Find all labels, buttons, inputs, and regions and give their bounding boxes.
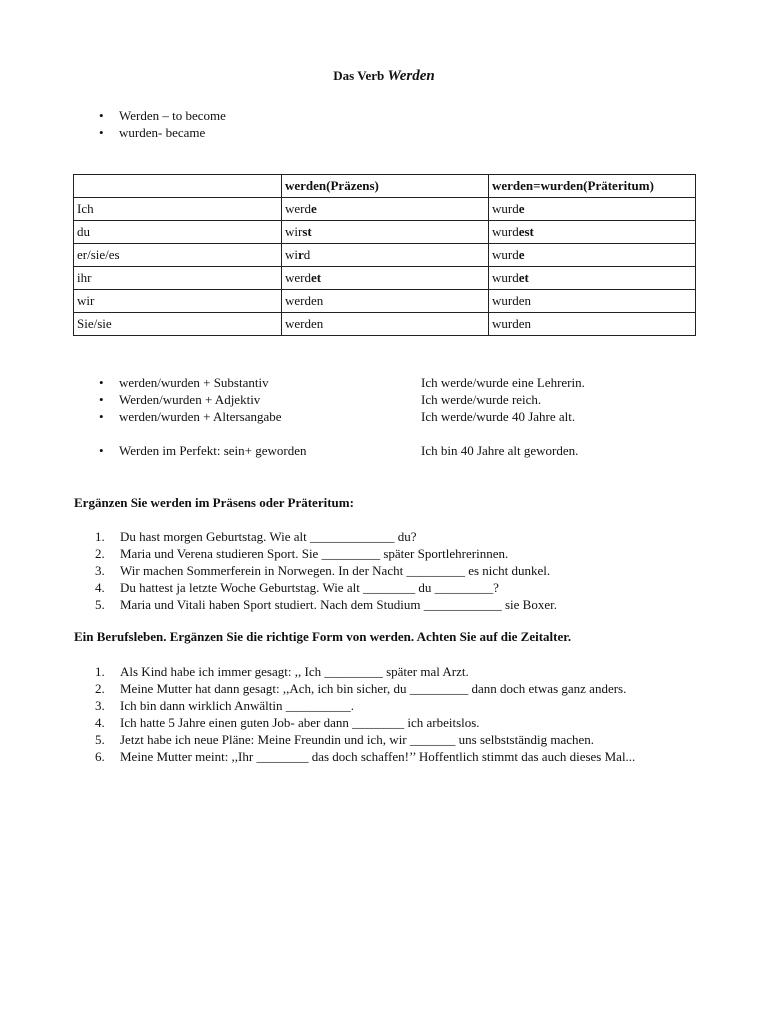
item-text: Du hattest ja letzte Woche Geburtstag. Wie alt ________ du _________? bbox=[120, 580, 499, 595]
pronoun-cell: Sie/sie bbox=[74, 313, 282, 336]
rule-text: werden/wurden + Substantiv bbox=[119, 375, 269, 390]
item-text: Maria und Verena studieren Sport. Sie _________ später Sportlehrerinnen. bbox=[120, 546, 509, 561]
ending: e bbox=[518, 247, 525, 262]
item-number: 2. bbox=[95, 681, 105, 696]
list-item bbox=[95, 663, 685, 680]
table-header-row bbox=[74, 175, 696, 198]
rule-text: Werden/wurden + Adjektiv bbox=[119, 392, 261, 407]
ending: e bbox=[518, 201, 525, 216]
past-cell: wurden bbox=[489, 313, 696, 336]
list-item: • wurden- became bbox=[95, 124, 226, 141]
ending: est bbox=[518, 224, 534, 239]
present-cell: werden bbox=[282, 290, 489, 313]
item-text: Ich hatte 5 Jahre einen guten Job- aber dann ________ ich arbeitslos. bbox=[120, 715, 480, 730]
usage-rules-list bbox=[95, 374, 695, 459]
past-cell bbox=[489, 198, 696, 221]
ending: r bbox=[298, 247, 304, 262]
rule-example: Ich werde/wurde 40 Jahre alt. bbox=[421, 409, 576, 424]
stem: wurd bbox=[492, 247, 519, 262]
list-item bbox=[95, 680, 685, 697]
table-row bbox=[74, 244, 696, 267]
present-cell: werden bbox=[282, 313, 489, 336]
item-number: 1. bbox=[95, 529, 105, 544]
rule-example: Ich werde/wurde eine Lehrerin. bbox=[421, 375, 585, 390]
list-item bbox=[95, 731, 685, 748]
list-item bbox=[95, 391, 695, 408]
present-cell bbox=[282, 267, 489, 290]
list-item bbox=[95, 562, 685, 579]
header-cell-pronoun bbox=[74, 175, 282, 198]
stem: wurd bbox=[492, 201, 519, 216]
item-number: 3. bbox=[95, 563, 105, 578]
pronoun-cell: ihr bbox=[74, 267, 282, 290]
list-item bbox=[95, 374, 695, 391]
item-text: Als Kind habe ich immer gesagt: ,, Ich _________ später mal Arzt. bbox=[120, 664, 469, 679]
past-cell bbox=[489, 267, 696, 290]
item-text: Maria und Vitali haben Sport studiert. Nach dem Studium ____________ sie Boxer. bbox=[120, 597, 557, 612]
list-item bbox=[95, 408, 695, 425]
exercise-2-heading: Ein Berufsleben. Ergänzen Sie die richtige Form von werden. Achten Sie auf die Zeitalter. bbox=[74, 629, 572, 644]
list-item bbox=[95, 579, 685, 596]
rule-text: Werden im Perfekt: sein+ geworden bbox=[119, 443, 307, 458]
pronoun-cell: er/sie/es bbox=[74, 244, 282, 267]
item-number: 4. bbox=[95, 715, 105, 730]
item-text: Meine Mutter meint: ,,Ihr ________ das doch schaffen!’’ Hoffentlich stimmt das auch dieses Mal... bbox=[120, 749, 636, 764]
exercise-1-heading: Ergänzen Sie werden im Präsens oder Präteritum: bbox=[74, 495, 354, 510]
title-word: Werden bbox=[387, 68, 435, 84]
header-cell-past: werden=wurden(Präteritum) bbox=[489, 175, 696, 198]
item-number: 2. bbox=[95, 546, 105, 561]
list-item bbox=[95, 545, 685, 562]
stem: wurd bbox=[492, 270, 519, 285]
table-row bbox=[74, 267, 696, 290]
ending: e bbox=[311, 201, 317, 216]
item-text: Meine Mutter hat dann gesagt: ,,Ach, ich bin sicher, du _________ dann doch etwas ganz anders. bbox=[120, 681, 627, 696]
list-item: • Werden – to become bbox=[95, 107, 226, 124]
past-cell: wurden bbox=[489, 290, 696, 313]
rule-text: werden/wurden + Altersangabe bbox=[119, 409, 282, 424]
item-text: Wir machen Sommerferein in Norwegen. In der Nacht _________ es nicht dunkel. bbox=[120, 563, 551, 578]
stem: wi bbox=[285, 247, 298, 262]
stem: werd bbox=[285, 201, 311, 216]
item-number: 6. bbox=[95, 749, 105, 764]
stem: wurd bbox=[492, 224, 519, 239]
item-number: 3. bbox=[95, 698, 105, 713]
rule-example: Ich bin 40 Jahre alt geworden. bbox=[421, 443, 579, 458]
list-item bbox=[95, 528, 685, 545]
item-number: 5. bbox=[95, 597, 105, 612]
list-item bbox=[95, 596, 685, 613]
stem: werd bbox=[285, 270, 311, 285]
present-cell bbox=[282, 244, 489, 267]
title-prefix: Das Verb bbox=[333, 68, 385, 83]
table-row bbox=[74, 198, 696, 221]
table-row bbox=[74, 290, 696, 313]
item-text: Du hast morgen Geburtstag. Wie alt _____________ du? bbox=[120, 529, 417, 544]
list-item bbox=[95, 748, 685, 765]
stem-tail: d bbox=[303, 247, 311, 262]
header-cell-present: werden(Präzens) bbox=[282, 175, 489, 198]
item-text: Ich bin dann wirklich Anwältin __________. bbox=[120, 698, 354, 713]
list-item bbox=[95, 714, 685, 731]
item-number: 5. bbox=[95, 732, 105, 747]
pronoun-cell: du bbox=[74, 221, 282, 244]
intro-list bbox=[95, 107, 226, 141]
past-cell bbox=[489, 221, 696, 244]
exercise-2-list bbox=[95, 663, 685, 765]
ending: et bbox=[311, 270, 322, 285]
rule-example: Ich werde/wurde reich. bbox=[421, 392, 542, 407]
ending: et bbox=[518, 270, 529, 285]
item-number: 4. bbox=[95, 580, 105, 595]
present-cell bbox=[282, 198, 489, 221]
table-row bbox=[74, 313, 696, 336]
list-item bbox=[95, 442, 695, 459]
present-cell bbox=[282, 221, 489, 244]
conjugation-table bbox=[73, 174, 696, 336]
past-cell bbox=[489, 244, 696, 267]
pronoun-cell: wir bbox=[74, 290, 282, 313]
pronoun-cell: Ich bbox=[74, 198, 282, 221]
stem: wir bbox=[285, 224, 303, 239]
ending: st bbox=[302, 224, 312, 239]
page-title bbox=[0, 68, 768, 85]
table-row bbox=[74, 221, 696, 244]
item-number: 1. bbox=[95, 664, 105, 679]
item-text: Jetzt habe ich neue Pläne: Meine Freundin und ich, wir _______ uns selbstständig machen. bbox=[120, 732, 595, 747]
list-item bbox=[95, 697, 685, 714]
exercise-1-list bbox=[95, 528, 685, 613]
